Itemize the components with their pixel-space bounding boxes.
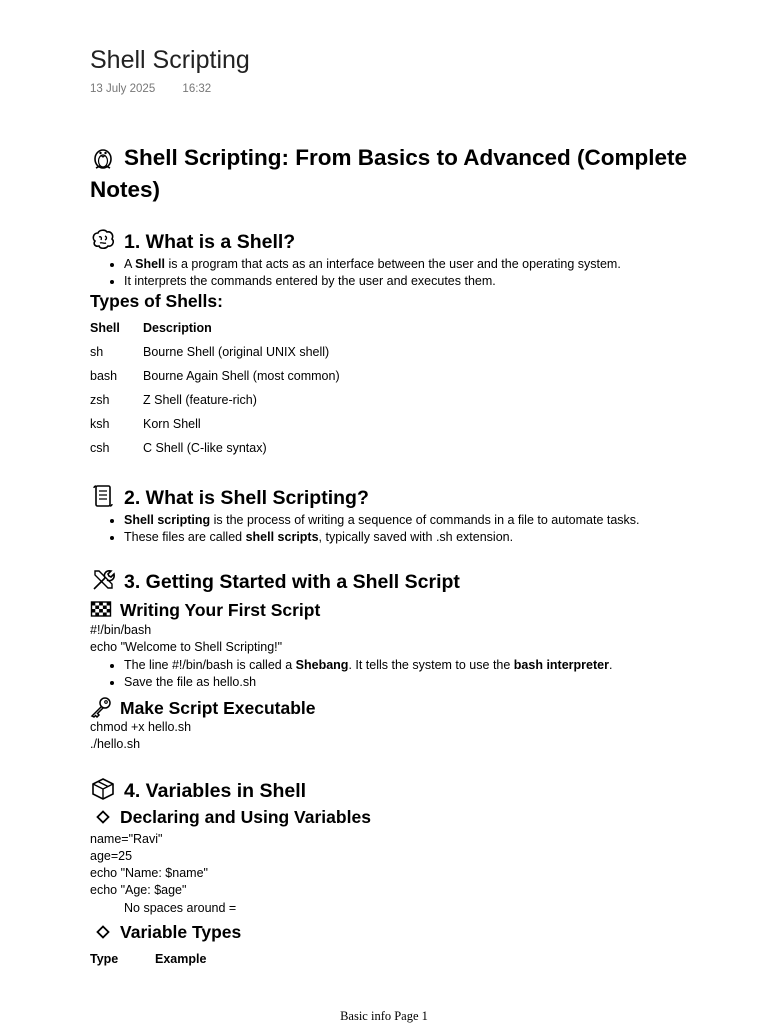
document-meta <box>90 83 211 95</box>
list-item: • It interprets the commands entered by the user and executes them. <box>124 273 724 290</box>
brain-icon <box>90 227 116 253</box>
document-date: 13 July 2025 <box>90 83 156 95</box>
note-no-spaces: No spaces around = <box>124 901 237 915</box>
table-row <box>90 364 340 388</box>
table-cell: bash <box>90 369 118 383</box>
code-line: echo "Name: $name" <box>90 866 208 880</box>
table-cell: Bourne Shell (original UNIX shell) <box>143 345 330 359</box>
section-4-heading <box>90 776 306 803</box>
list-item <box>124 657 724 674</box>
text-run: is a program that acts as an interface between the user and the operating system. <box>165 257 621 271</box>
table-cell: Bourne Again Shell (most common) <box>143 369 340 383</box>
section-1-bullets <box>90 256 724 290</box>
section-3-sub-2-text: Make Script Executable <box>120 698 316 718</box>
bold-run: bash interpreter <box>513 658 609 672</box>
key-icon <box>90 696 112 718</box>
page-footer: Basic info Page 1 <box>340 1009 428 1023</box>
table-cell: zsh <box>90 393 110 407</box>
diamond-icon <box>96 810 110 824</box>
code-block-chmod <box>90 719 191 753</box>
text-run: These files are called <box>124 530 246 544</box>
section-4-sub-1 <box>90 807 371 828</box>
table-header-cell: Shell <box>90 321 120 335</box>
section-3-sub-1-text: Writing Your First Script <box>120 600 321 620</box>
table-header-cell: Description <box>143 321 212 335</box>
list-item <box>124 256 724 273</box>
list-item: • Save the file as hello.sh <box>124 674 724 691</box>
table-row <box>90 388 340 412</box>
table-row <box>90 340 340 364</box>
code-line: echo "Welcome to Shell Scripting!" <box>90 640 283 654</box>
section-4-sub-2 <box>90 922 241 943</box>
checkered-flag-icon <box>90 598 112 620</box>
section-2-heading <box>90 483 369 510</box>
code-block-variables <box>90 831 208 899</box>
bold-run: Shebang <box>295 658 349 672</box>
section-3-heading <box>90 567 460 594</box>
table-cell: Korn Shell <box>143 417 201 431</box>
table-row <box>90 412 340 436</box>
scroll-icon <box>90 483 116 509</box>
text-run: The line #!/bin/bash is called a <box>124 658 296 672</box>
section-4-sub-1-text: Declaring and Using Variables <box>120 807 371 827</box>
table-header-cell: Example <box>155 952 207 966</box>
code-line: ./hello.sh <box>90 737 141 751</box>
bold-run: shell scripts <box>245 530 319 544</box>
code-block-first-script <box>90 622 282 656</box>
bold-run: Shell scripting <box>124 513 211 527</box>
table-cell: csh <box>90 441 110 455</box>
text-run: A <box>124 257 136 271</box>
main-title-text: Shell Scripting: From Basics to Advanced (Complete Notes) <box>90 145 688 202</box>
types-of-shells-heading: Types of Shells: <box>90 291 223 311</box>
text-run: . It tells the system to use the <box>348 658 514 672</box>
table-cell: C Shell (C-like syntax) <box>143 441 267 455</box>
shells-table <box>90 316 340 460</box>
section-4-sub-2-text: Variable Types <box>120 922 242 942</box>
text-run: is the process of writing a sequence of commands in a file to automate tasks. <box>210 513 640 527</box>
list-item <box>124 512 724 529</box>
code-line: age=25 <box>90 849 133 863</box>
table-header-row <box>90 947 206 971</box>
table-cell: Z Shell (feature-rich) <box>143 393 257 407</box>
table-cell: ksh <box>90 417 110 431</box>
diamond-icon <box>96 925 110 939</box>
list-item <box>124 529 724 546</box>
section-3-heading-text: 3. Getting Started with a Shell Script <box>124 571 460 593</box>
section-3-sub-1 <box>90 598 320 621</box>
text-run: . <box>608 658 613 672</box>
section-2-heading-text: 2. What is Shell Scripting? <box>124 487 369 509</box>
section-3-bullets <box>90 657 724 691</box>
table-header-row <box>90 316 340 340</box>
code-line: echo "Age: $age" <box>90 883 187 897</box>
table-cell: sh <box>90 345 104 359</box>
document-time: 16:32 <box>182 83 212 95</box>
code-line: chmod +x hello.sh <box>90 720 192 734</box>
document-title: Shell Scripting <box>90 46 250 74</box>
variable-types-table <box>90 947 206 971</box>
table-row <box>90 436 340 460</box>
section-2-bullets <box>90 512 724 546</box>
section-4-heading-text: 4. Variables in Shell <box>124 780 307 802</box>
text-run: , typically saved with .sh extension. <box>318 530 514 544</box>
code-line: #!/bin/bash <box>90 623 152 637</box>
package-icon <box>90 776 116 802</box>
section-1-heading-text: 1. What is a Shell? <box>124 231 296 253</box>
section-1-heading <box>90 227 295 254</box>
penguin-icon <box>90 144 116 170</box>
section-3-sub-2 <box>90 696 316 719</box>
main-title <box>90 142 690 206</box>
table-header-cell: Type <box>90 952 119 966</box>
tools-icon <box>90 567 116 593</box>
code-line: name="Ravi" <box>90 832 163 846</box>
bold-run: Shell <box>135 257 165 271</box>
